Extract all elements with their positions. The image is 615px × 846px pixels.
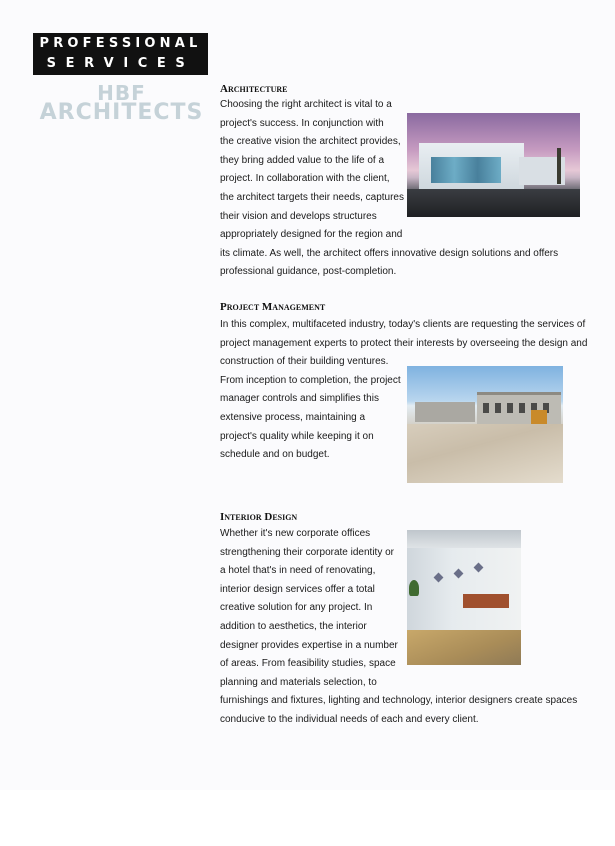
- building-shape: [477, 392, 561, 425]
- text-line: project management experts to protect their interests by overseeing the design and: [220, 337, 588, 349]
- bench-shape: [463, 594, 509, 608]
- plant-shape: [409, 580, 419, 596]
- text-line: schedule and on budget.: [220, 449, 330, 461]
- text-line: strengthening their corporate identity or: [220, 546, 394, 558]
- project-management-title: Project Management: [220, 301, 326, 313]
- floor-shape: [407, 630, 521, 665]
- interior-design-text: [220, 525, 577, 730]
- text-line: they bring added value to the life of a: [220, 154, 385, 166]
- text-line: creative solution for any project. In: [220, 602, 373, 614]
- text-line: appropriately designed for the region and: [220, 229, 403, 241]
- text-line: project's success. In conjunction with: [220, 117, 384, 129]
- text-line: interior design services offer a total: [220, 583, 375, 595]
- equipment-shape: [531, 410, 547, 424]
- banner-line-2: SERVICES: [46, 56, 195, 71]
- text-line: From inception to completion, the project: [220, 374, 401, 386]
- text-line: project. In collaboration with the client,: [220, 173, 390, 185]
- text-line: its climate. As well, the architect offers innovative design solutions and offers: [220, 247, 559, 259]
- text-line: manager controls and simplifies this: [220, 393, 379, 405]
- text-line: Choosing the right architect is vital to a: [220, 99, 392, 110]
- company-name-line-2: ARCHITECTS: [39, 100, 204, 125]
- text-line: addition to aesthetics, the interior: [220, 620, 367, 632]
- company-name: [34, 83, 209, 123]
- company-name-line-1: HBF: [97, 81, 146, 105]
- architecture-title: Architecture: [220, 83, 288, 95]
- dirt-road-shape: [407, 424, 563, 483]
- building-shape: [415, 402, 475, 422]
- wall-art-shape: [434, 573, 444, 583]
- interior-design-title: Interior Design: [220, 511, 298, 523]
- text-line: planning and materials selection, to: [220, 676, 377, 688]
- wall-art-shape: [454, 569, 464, 579]
- ceiling-shape: [407, 530, 521, 548]
- building-shape: [419, 143, 524, 189]
- text-line: of areas. From feasibility studies, space: [220, 658, 396, 670]
- text-line: project's quality while keeping it on: [220, 430, 374, 442]
- text-line: professional guidance, post-completion.: [220, 266, 397, 278]
- palm-tree-shape: [557, 148, 561, 184]
- text-line: In this complex, multifaceted industry, today's clients are requesting the services of: [220, 319, 586, 330]
- text-line: extensive process, maintaining a: [220, 411, 366, 423]
- text-line: a hotel that's in need of renovating,: [220, 565, 376, 577]
- text-line: construction of their building ventures.: [220, 356, 389, 368]
- text-line: designer provides expertise in a number: [220, 639, 398, 651]
- text-line: the creative vision the architect provides,: [220, 136, 401, 148]
- banner-line-1: PROFESSIONAL: [39, 36, 202, 51]
- text-line: their vision and develops structures: [220, 210, 377, 222]
- text-line: Whether it's new corporate offices: [220, 528, 371, 539]
- construction-photo: [407, 366, 563, 483]
- professional-services-banner: [33, 33, 208, 75]
- text-line: conducive to the individual needs of each and every client.: [220, 713, 479, 725]
- architecture-photo: [407, 113, 580, 217]
- wall-art-shape: [474, 563, 484, 573]
- ground-shape: [407, 189, 580, 217]
- text-line: furnishings and fixtures, lighting and technology, interior designers create spaces: [220, 695, 578, 707]
- text-line: the architect targets their needs, captures: [220, 191, 404, 203]
- interior-photo: [407, 530, 521, 665]
